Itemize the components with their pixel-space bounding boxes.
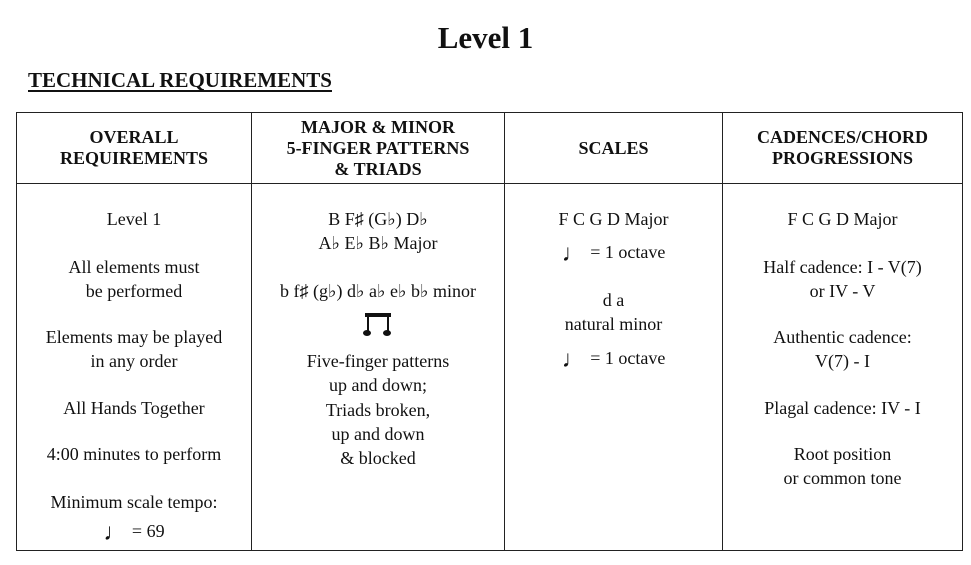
- scales-major-keys: F C G D Major: [558, 209, 669, 229]
- scales-minor-tempo: [511, 346, 716, 372]
- quarter-note-icon: ♩: [561, 241, 586, 267]
- cadences-authentic-line2: V(7) - I: [815, 351, 870, 371]
- scales-major-tempo: [511, 240, 716, 266]
- overall-time: 4:00 minutes to perform: [46, 444, 222, 464]
- header-scales: [505, 113, 723, 184]
- cadences-authentic-line1: Authentic cadence:: [773, 327, 912, 347]
- header-line: SCALES: [578, 137, 649, 158]
- cadences-root-line1: Root position: [793, 444, 892, 464]
- cadences-half-line2: or IV - V: [809, 281, 876, 301]
- content-row: [17, 184, 963, 551]
- overall-elements-line2: be performed: [85, 281, 183, 301]
- header-line: 5-FINGER PATTERNS: [286, 137, 470, 158]
- overall-tempo-label: Minimum scale tempo:: [50, 492, 218, 512]
- overall-level: Level 1: [106, 209, 162, 229]
- patterns-major-line1: B F♯ (G♭) D♭: [328, 209, 428, 229]
- section-heading: TECHNICAL REQUIREMENTS: [28, 68, 332, 92]
- header-line: OVERALL: [89, 127, 179, 147]
- patterns-desc-line4: up and down: [331, 424, 425, 444]
- header-line: REQUIREMENTS: [59, 148, 209, 168]
- cadences-root-line2: or common tone: [783, 468, 902, 488]
- scales-cell: [505, 184, 723, 551]
- overall-tempo: [23, 519, 245, 545]
- overall-hands: All Hands Together: [63, 398, 205, 418]
- technical-requirements-table: [16, 112, 963, 551]
- cadences-plagal: Plagal cadence: IV - I: [764, 398, 921, 418]
- patterns-minor-line: b f♯ (g♭) d♭ a♭ e♭ b♭ minor: [280, 281, 476, 301]
- patterns-triads-cell: [252, 184, 505, 551]
- header-cadences: [723, 113, 963, 184]
- cadences-cell: [723, 184, 963, 551]
- overall-order-line1: Elements may be played: [45, 327, 223, 347]
- patterns-desc-line3: Triads broken,: [325, 400, 431, 420]
- patterns-major-line2: A♭ E♭ B♭ Major: [318, 233, 438, 253]
- tempo-value: = 1 octave: [590, 242, 666, 262]
- cadences-keys: F C G D Major: [787, 209, 898, 229]
- scales-minor-type: natural minor: [564, 314, 663, 334]
- tempo-value: = 1 octave: [590, 348, 666, 368]
- header-patterns-triads: [252, 113, 505, 184]
- header-line: CADENCES/CHORD: [756, 127, 929, 147]
- header-line: MAJOR & MINOR: [301, 116, 455, 137]
- quarter-note-icon: ♩: [561, 347, 586, 373]
- overall-elements-line1: All elements must: [68, 257, 200, 277]
- patterns-desc-line5: & blocked: [340, 448, 416, 468]
- overall-requirements-cell: [17, 184, 252, 551]
- header-line: & TRIADS: [334, 158, 422, 179]
- quarter-note-icon: ♩: [103, 520, 128, 546]
- eighth-notes-icon: [258, 310, 498, 337]
- header-row: [17, 113, 963, 184]
- patterns-desc-line2: up and down;: [329, 375, 427, 395]
- patterns-desc-line1: Five-finger patterns: [306, 351, 450, 371]
- overall-order-line2: in any order: [90, 351, 178, 371]
- header-overall-requirements: [17, 113, 252, 184]
- cadences-half-line1: Half cadence: I - V(7): [763, 257, 922, 277]
- header-line: PROGRESSIONS: [771, 148, 914, 168]
- tempo-value: = 69: [131, 521, 165, 541]
- page-title: Level 1: [437, 20, 534, 55]
- scales-minor-keys: d a: [602, 290, 625, 310]
